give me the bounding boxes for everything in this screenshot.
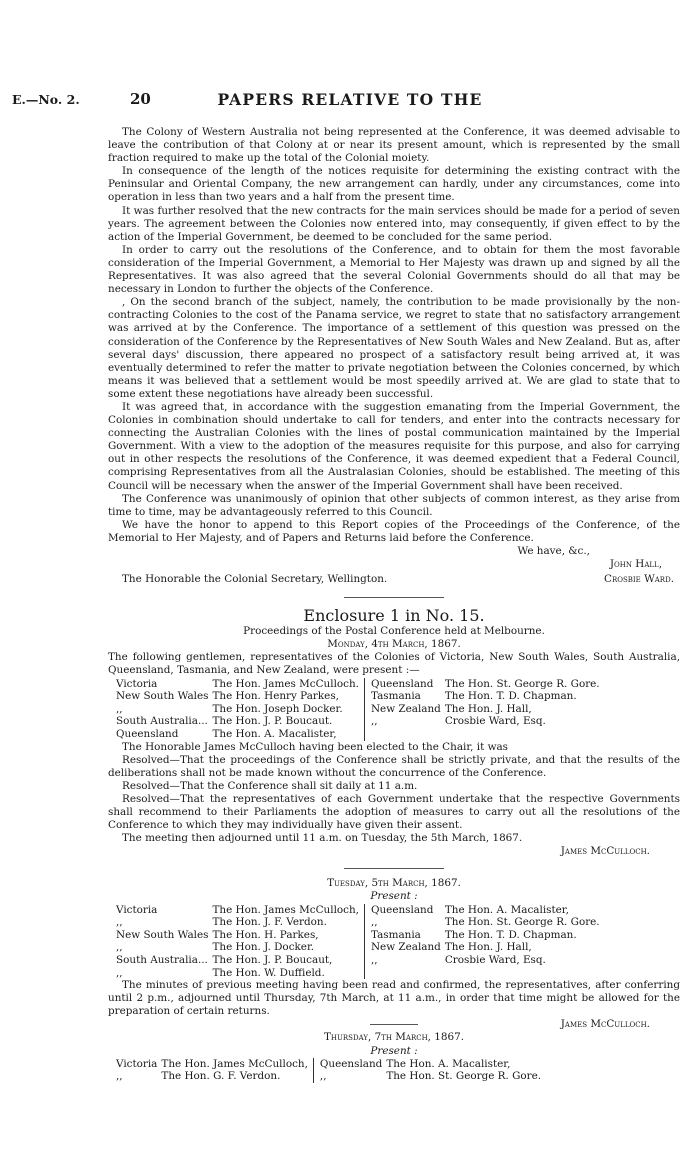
resolution: Resolved—That the proceedings of the Conference shall be strictly private, and that the results of the deliberations shall not be made known without the concurrence of the Conference. — [108, 753, 680, 779]
representative-cell: The Hon. T. D. Chapman. — [444, 928, 577, 941]
representative-cell: The Hon. Joseph Docker. — [212, 703, 364, 716]
colony-cell: New South Wales — [116, 928, 209, 941]
table-row — [116, 967, 604, 980]
colony-cell: Tasmania — [370, 690, 421, 703]
tuesday-minutes: The minutes of previous meeting having been read and confirmed, the representatives, after conferring until 2 p.m., adjourned until Thursday, 7th March, at 11 a.m., in order that time might be allowed for the preparation of certain returns. — [108, 979, 680, 1018]
colony-cell: ,, — [116, 702, 123, 715]
section-divider — [344, 597, 444, 598]
colony-cell: ,, — [116, 966, 123, 979]
resolution: Resolved—That the representatives of each Government undertake that the respective Governments shall recommend to their Parliaments the adoption of measures to carry out all the resolutions of the Conference to which they may individually have given their assent. — [108, 792, 680, 832]
representative-cell: The Hon. T. D. Chapman. — [444, 690, 577, 703]
document-reference: E.—No. 2. — [12, 92, 80, 107]
colony-cell: Victoria — [116, 677, 158, 690]
table-row — [116, 1070, 545, 1083]
colony-cell — [364, 967, 444, 980]
representative-cell: The Hon. St. George R. Gore. — [386, 1070, 542, 1083]
meeting-date-monday: Monday, 4th March, 1867. — [327, 638, 461, 651]
paragraph: It was further resolved that the new contracts for the main services should be made for a period of seven years. The agreement between the Colonies now entered into, may consequently, if given effect to by the action of the Imperial Government, be deemed to be concluded for the same period. — [108, 204, 680, 243]
colony-cell: ,, — [116, 941, 123, 954]
enclosure-intro: The following gentlemen, representatives of the Colonies of Victoria, New South Wales, South Australia, Queensland, Tasmania, and New Zealand, were present :— — [108, 651, 680, 677]
representative-cell: The Hon. H. Parkes, — [212, 929, 364, 942]
colony-cell: ,, — [116, 916, 123, 929]
valediction: We have, &c., — [517, 545, 590, 557]
paragraph: The Honorable James McCulloch having been elected to the Chair, it was — [122, 740, 508, 753]
representative-cell: The Hon. G. F. Verdon. — [161, 1070, 313, 1083]
paragraph: The Colony of Western Australia not being represented at the Conference, it was deemed advisable to leave the contribution of that Colony at or near its present amount, which is represented by the small fraction required to make up the total of the Colonial moiety. — [108, 126, 680, 165]
table-row — [116, 916, 604, 929]
representative-cell: The Hon. James McCulloch, — [161, 1058, 313, 1071]
paragraph: We have the honor to append to this Report copies of the Proceedings of the Conference, of the Memorial to Her Majesty, and of Papers and Returns laid before the Conference. — [108, 518, 680, 544]
colony-cell: ,, — [116, 1070, 123, 1083]
table-row — [116, 904, 604, 917]
colony-cell: ,, — [370, 953, 378, 966]
colony-cell: Queensland — [319, 1057, 383, 1070]
colony-cell: Tasmania — [370, 928, 421, 941]
representative-cell: The Hon. James McCulloch. — [212, 678, 364, 691]
paragraph: The meeting then adjourned until 11 a.m. on Tuesday, the 5th March, 1867. — [122, 832, 523, 845]
representative-cell: The Hon. J. Hall, — [444, 702, 532, 715]
colony-cell: ,, — [370, 916, 378, 929]
enclosure-subtitle: Proceedings of the Postal Conference held at Melbourne. — [243, 625, 545, 638]
representatives-table-monday — [116, 678, 604, 741]
colony-cell — [364, 728, 444, 741]
signature-john-hall: John Hall, — [609, 558, 662, 571]
monday-proceedings — [108, 741, 680, 846]
chair-signature-tuesday: James McCulloch. — [560, 1018, 650, 1031]
colony-cell: Queensland — [116, 727, 179, 740]
representative-cell: The Hon. St. George R. Gore. — [444, 677, 600, 690]
enclosure-title: Enclosure 1 in No. 15. — [303, 606, 485, 626]
representative-cell: The Hon. A. Macalister, — [212, 728, 364, 741]
running-title: PAPERS RELATIVE TO THE — [217, 90, 483, 109]
table-row — [116, 929, 604, 942]
addressee: The Honorable the Colonial Secretary, Wellington. — [122, 573, 388, 586]
present-label: Present : — [370, 1044, 418, 1057]
tuesday-footer-row — [108, 1018, 680, 1031]
table-row — [116, 728, 604, 741]
paragraph: It was agreed that, in accordance with the suggestion emanating from the Imperial Government, the Colonies in combination should undertake to call for tenders, and enter into the contracts necessary for connecting the Australian Colonies with the lines of postal communication maintained by the Imperial Government. With a view to the adoption of the measures requisite for this purpose, and also for carrying out in other respects the resolutions of the Conference, it was deemed expedient that a Federal Council, comprising Representatives from all the Australasian Colonies, should be established. The meeting of this Council will be necessary when the answer of the Imperial Government shall have been received. — [108, 400, 680, 492]
representative-cell — [445, 728, 604, 741]
representatives-table-thursday — [116, 1058, 545, 1083]
representative-cell: The Hon. J. P. Boucaut. — [212, 715, 364, 728]
colony-cell: Queensland — [370, 903, 434, 916]
paragraph: In consequence of the length of the notices requisite for determining the existing contract with the Peninsular and Oriental Company, the new arrangement can hardly, under any circumstances, come into operation in less than two years and a half from the present time. — [108, 165, 680, 204]
representative-cell: The Hon. J. Docker. — [212, 941, 364, 954]
resolution: Resolved—That the Conference shall sit daily at 11 a.m. — [122, 779, 418, 792]
colony-cell: South Australia... — [116, 953, 208, 966]
table-row — [116, 1058, 545, 1071]
colony-cell: New Zealand — [370, 941, 441, 954]
table-row — [116, 703, 604, 716]
present-label: Present : — [370, 890, 418, 903]
paragraph: The Conference was unanimously of opinion that other subjects of common interest, as they arise from time to time, may be advantageously referred to this Council. — [108, 492, 680, 518]
colony-cell: New Zealand — [370, 702, 441, 715]
chair-signature-monday: James McCulloch. — [560, 845, 650, 858]
colony-cell: South Australia... — [116, 715, 208, 728]
paragraph: , On the second branch of the subject, namely, the contribution to be made provisionally by the non-contracting Colonies to the cost of the Panama service, we regret to state that no satisfactory arrangement was arrived at by the Conference. The importance of a settlement of this question was pressed on the consideration of the Conference by the Representatives of New South Wales and New Zealand. But as, after several days' discussion, there appeared no prospect of a satisfactory result being arrived at, it was eventually determined to refer the matter to private negotiation between the Colonies concerned, by which means it was believed that a settlement would be most speedily arrived at. We are glad to state that to some extent these negotiations have already been successful. — [108, 296, 680, 400]
table-row — [116, 678, 604, 691]
colony-cell: ,, — [370, 715, 378, 728]
representative-cell: The Hon. James McCulloch, — [212, 904, 364, 917]
representative-cell: The Hon. J. Hall, — [444, 941, 532, 954]
page-number: 20 — [130, 90, 151, 108]
table-row — [116, 690, 604, 703]
representative-cell: The Hon. Henry Parkes, — [212, 690, 364, 703]
colony-cell: New South Wales — [116, 690, 209, 703]
colony-cell: ,, — [319, 1070, 327, 1083]
short-divider — [370, 1024, 418, 1025]
meeting-date-tuesday: Tuesday, 5th March, 1867. — [327, 877, 461, 890]
report-paragraphs — [108, 126, 680, 545]
colony-cell: Queensland — [370, 677, 434, 690]
signature-block — [108, 545, 680, 571]
table-row — [116, 715, 604, 728]
representative-cell: Crosbie Ward, Esq. — [444, 953, 546, 966]
representative-cell: The Hon. A. Macalister, — [386, 1057, 511, 1070]
page-body — [108, 126, 680, 1083]
meeting-date-thursday: Thursday, 7th March, 1867. — [323, 1031, 465, 1044]
representative-cell: The Hon. St. George R. Gore. — [444, 916, 600, 929]
representative-cell: The Hon. W. Duffield. — [212, 967, 364, 980]
representatives-table-tuesday — [116, 904, 604, 980]
table-row — [116, 941, 604, 954]
representative-cell: The Hon. J. P. Boucaut, — [212, 954, 364, 967]
colony-cell: Victoria — [116, 903, 158, 916]
representative-cell: Crosbie Ward, Esq. — [444, 715, 546, 728]
section-divider — [344, 868, 444, 869]
representative-cell: The Hon. A. Macalister, — [444, 903, 569, 916]
table-row — [116, 954, 604, 967]
representative-cell: The Hon. J. F. Verdon. — [212, 916, 364, 929]
addressee-row — [108, 573, 680, 587]
signature-crosbie-ward: Crosbie Ward. — [604, 573, 674, 586]
paragraph: In order to carry out the resolutions of the Conference, and to obtain for them the most favorable consideration of the Imperial Government, a Memorial to Her Majesty was drawn up and signed by all the Representatives. It was also agreed that the several Colonial Governments should do all that may be necessary in London to further the objects of the Conference. — [108, 243, 680, 296]
page-header — [12, 92, 688, 114]
representative-cell — [445, 967, 604, 980]
colony-cell: Victoria — [116, 1057, 158, 1070]
